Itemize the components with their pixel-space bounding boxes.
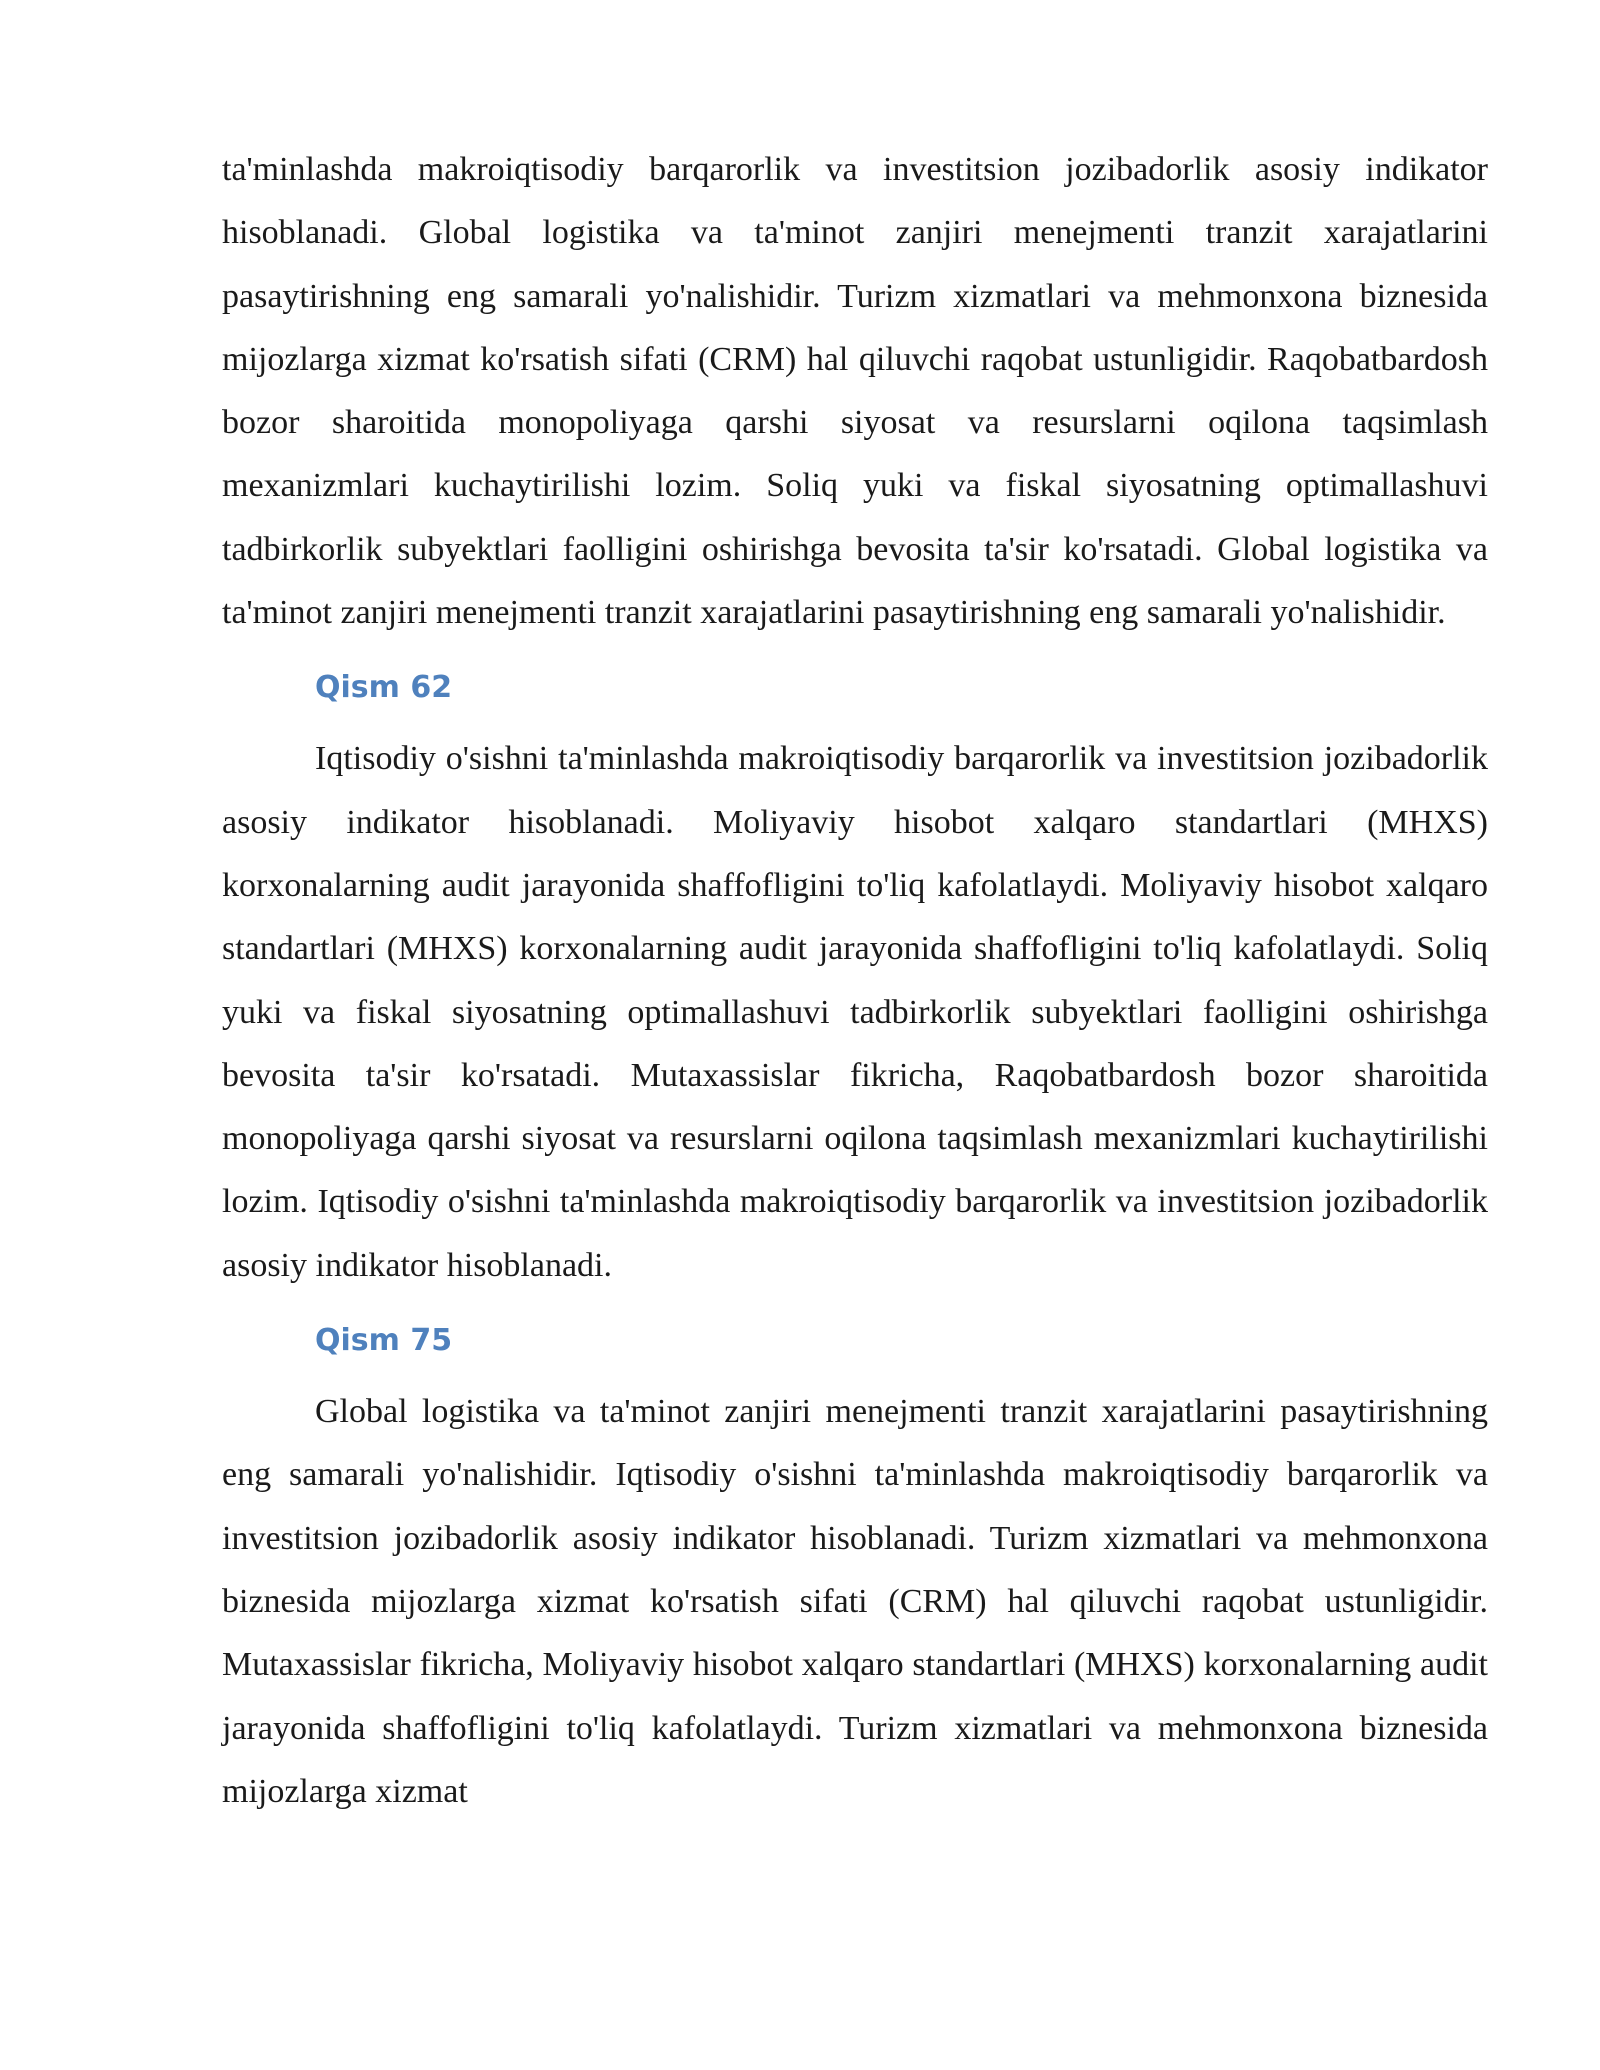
section-heading: Qism 62 bbox=[315, 670, 453, 706]
body-paragraph: Iqtisodiy o'sishni ta'minlashda makroiqtisodiy barqarorlik va investitsion jozibadorlik asosiy indikator hisoblanadi. Moliyaviy hisobot xalqaro standartlari (MHXS) korxonalarning audit jarayonida shaffofligini to'liq kafolatlaydi. Moliyaviy hisobot xalqaro standartlari (MHXS) korxonalarning audit jarayonida shaffofligini to'liq kafolatlaydi. Soliq yuki va fiskal siyosatning optimallashuvi tadbirkorlik subyektlari faolligini oshirishga bevosita ta'sir ko'rsatadi. Mutaxassislar fikricha, Raqobatbardosh bozor sharoitida monopoliyaga qarshi siyosat va resurslarni oqilona taqsimlash mexanizmlari kuchaytirilishi lozim. Iqtisodiy o'sishni ta'minlashda makroiqtisodiy barqarorlik va investitsion jozibadorlik asosiy indikator hisoblanadi. bbox=[222, 740, 1488, 1284]
section-heading: Qism 75 bbox=[315, 1323, 453, 1359]
body-paragraph: ta'minlashda makroiqtisodiy barqarorlik va investitsion jozibadorlik asosiy indikator hisoblanadi. Global logistika va ta'minot zanjiri menejmenti tranzit xarajatlarini pasaytirishning eng samarali yo'nalishidir. Turizm xizmatlari va mehmonxona biznesida mijozlarga xizmat ko'rsatish sifati (CRM) hal qiluvchi raqobat ustunligidir. Raqobatbardosh bozor sharoitida monopoliyaga qarshi siyosat va resurslarni oqilona taqsimlash mexanizmlari kuchaytirilishi lozim. Soliq yuki va fiskal siyosatning optimallashuvi tadbirkorlik subyektlari faolligini oshirishga bevosita ta'sir ko'rsatadi. Global logistika va ta'minot zanjiri menejmenti tranzit xarajatlarini pasaytirishning eng samarali yo'nalishidir. bbox=[222, 151, 1488, 632]
body-paragraph: Global logistika va ta'minot zanjiri menejmenti tranzit xarajatlarini pasaytirishning eng samarali yo'nalishidir. Iqtisodiy o'sishni ta'minlashda makroiqtisodiy barqarorlik va investitsion jozibadorlik asosiy indikator hisoblanadi. Turizm xizmatlari va mehmonxona biznesida mijozlarga xizmat ko'rsatish sifati (CRM) hal qiluvchi raqobat ustunligidir. Mutaxassislar fikricha, Moliyaviy hisobot xalqaro standartlari (MHXS) korxonalarning audit jarayonida shaffofligini to'liq kafolatlaydi. Turizm xizmatlari va mehmonxona biznesida mijozlarga xizmat bbox=[222, 1393, 1488, 1810]
document-body bbox=[222, 138, 1488, 1823]
